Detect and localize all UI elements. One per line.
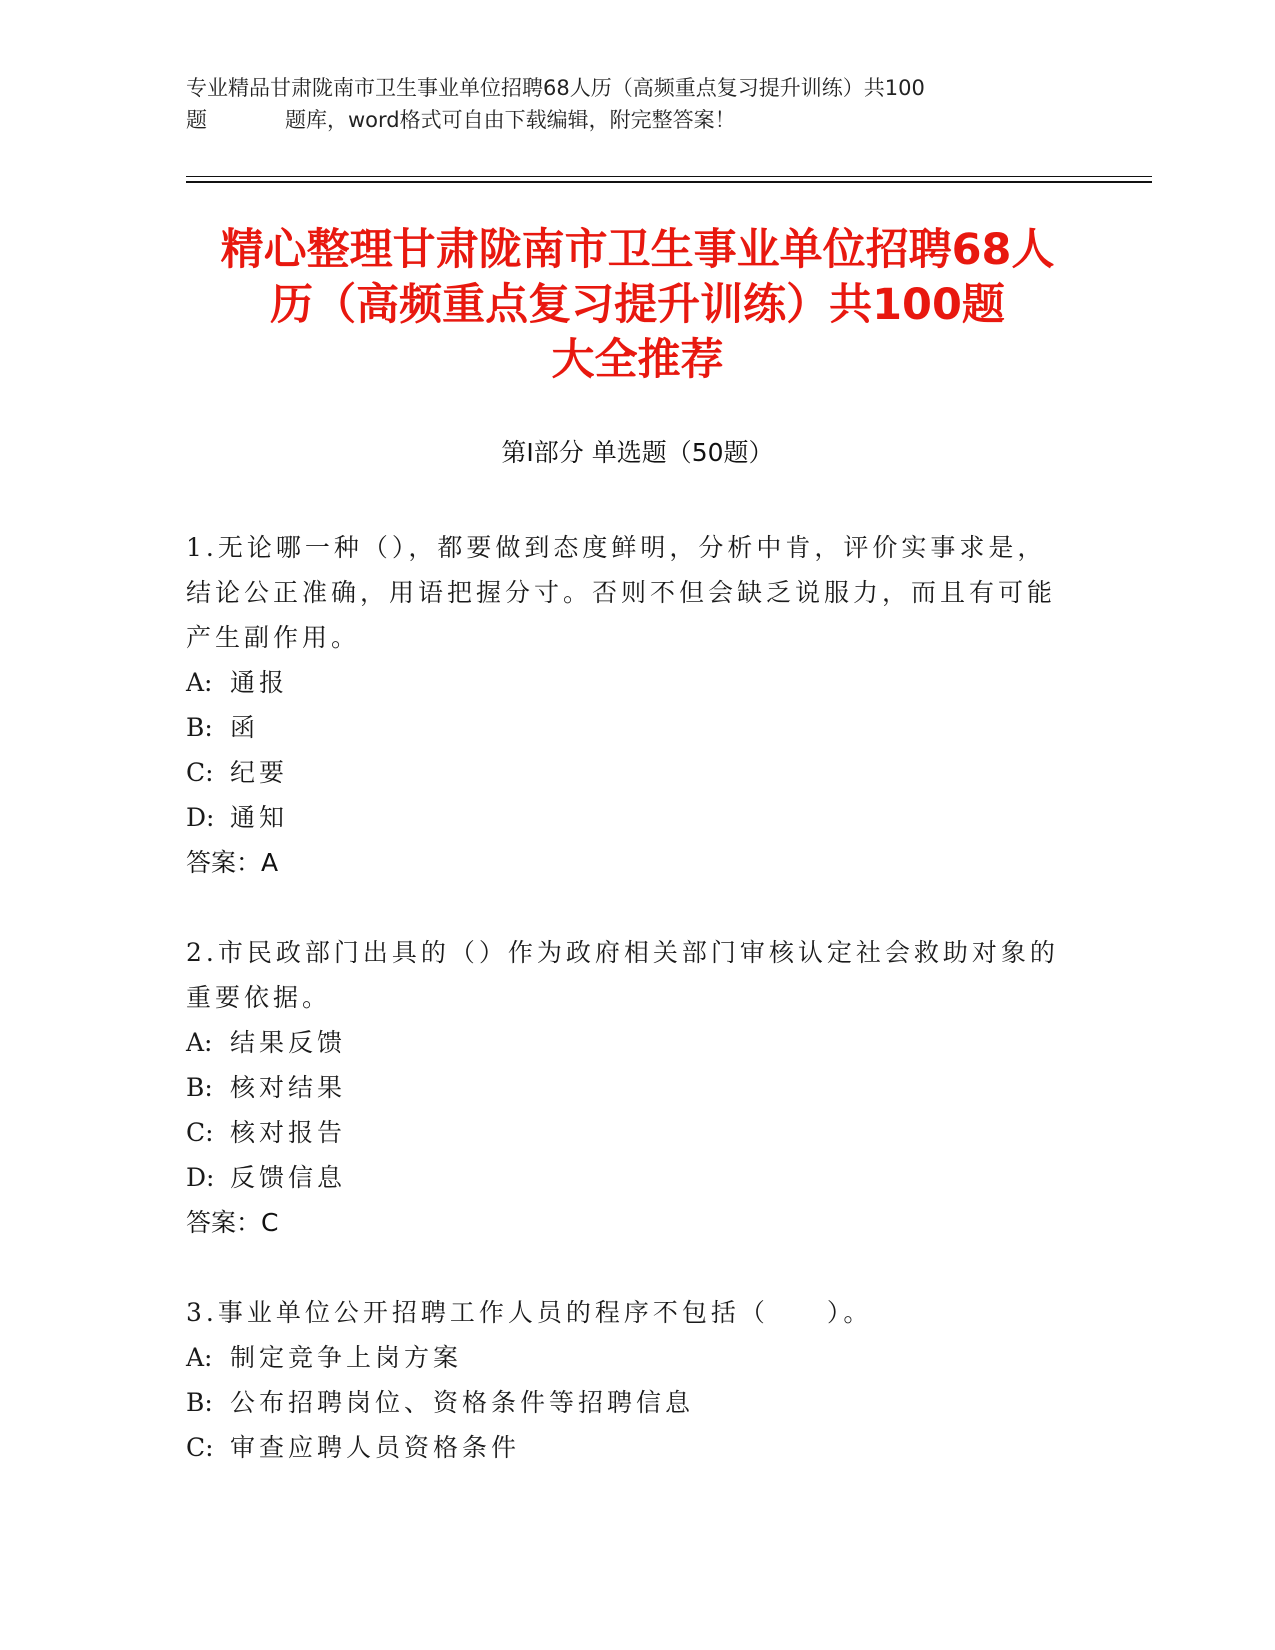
option-text: 结果反馈 bbox=[230, 1028, 347, 1057]
option-text: 审查应聘人员资格条件 bbox=[230, 1433, 521, 1462]
question-3 bbox=[186, 1290, 1066, 1470]
option-a bbox=[186, 1020, 1066, 1065]
option-d bbox=[186, 795, 1066, 840]
header-line-2-part2: 题库，word格式可自由下载编辑，附完整答案！ bbox=[285, 108, 736, 132]
option-key: A: bbox=[186, 1028, 213, 1057]
option-text: 公布招聘岗位、资格条件等招聘信息 bbox=[230, 1388, 695, 1417]
answer: 答案：C bbox=[186, 1208, 279, 1237]
option-text: 核对报告 bbox=[230, 1118, 347, 1147]
document-title bbox=[150, 223, 1125, 388]
option-a bbox=[186, 1335, 1066, 1380]
option-c bbox=[186, 1110, 1066, 1155]
option-key: B: bbox=[186, 1388, 213, 1417]
section-title: 第Ⅰ部分 单选题（50题） bbox=[501, 438, 774, 467]
option-key: B: bbox=[186, 1073, 213, 1102]
question-text: 2.市民政部门出具的（）作为政府相关部门审核认定社会救助对象的重要依据。 bbox=[186, 938, 1059, 1012]
option-key: B: bbox=[186, 713, 213, 742]
title-line-1: 精心整理甘肃陇南市卫生事业单位招聘68人 bbox=[220, 225, 1055, 275]
option-text: 反馈信息 bbox=[230, 1163, 347, 1192]
option-key: D: bbox=[186, 1163, 215, 1192]
header-line-2-part1: 题 bbox=[186, 108, 207, 132]
question-2 bbox=[186, 930, 1066, 1245]
option-d bbox=[186, 1155, 1066, 1200]
option-text: 函 bbox=[230, 713, 260, 742]
option-b bbox=[186, 1380, 1066, 1425]
option-c bbox=[186, 750, 1066, 795]
option-b bbox=[186, 1065, 1066, 1110]
option-text: 核对结果 bbox=[230, 1073, 347, 1102]
header-line-1: 专业精品甘肃陇南市卫生事业单位招聘68人历（高频重点复习提升训练）共100 bbox=[186, 76, 925, 100]
option-key: C: bbox=[186, 1433, 214, 1462]
header-rule-thin bbox=[186, 176, 1152, 177]
header-line-2 bbox=[186, 104, 1066, 136]
answer: 答案：A bbox=[186, 848, 279, 877]
option-c bbox=[186, 1425, 1066, 1470]
title-line-2: 历（高频重点复习提升训练）共100题 bbox=[270, 280, 1005, 330]
question-1 bbox=[186, 525, 1066, 885]
option-text: 制定竞争上岗方案 bbox=[230, 1343, 463, 1372]
header-rule-thick bbox=[186, 181, 1152, 183]
option-key: D: bbox=[186, 803, 215, 832]
option-key: A: bbox=[186, 668, 213, 697]
option-text: 通知 bbox=[230, 803, 289, 832]
option-text: 纪要 bbox=[230, 758, 289, 787]
option-key: A: bbox=[186, 1343, 213, 1372]
question-list bbox=[186, 525, 1066, 1470]
title-line-3: 大全推荐 bbox=[551, 335, 724, 385]
option-text: 通报 bbox=[230, 668, 289, 697]
question-text: 1.无论哪一种（），都要做到态度鲜明，分析中肯，评价实事求是，结论公正准确，用语把握分寸。否则不但会缺乏说服力，而且有可能产生副作用。 bbox=[186, 533, 1057, 652]
option-key: C: bbox=[186, 758, 214, 787]
option-a bbox=[186, 660, 1066, 705]
option-b bbox=[186, 705, 1066, 750]
option-key: C: bbox=[186, 1118, 214, 1147]
question-text: 3.事业单位公开招聘工作人员的程序不包括（ ）。 bbox=[186, 1298, 873, 1327]
